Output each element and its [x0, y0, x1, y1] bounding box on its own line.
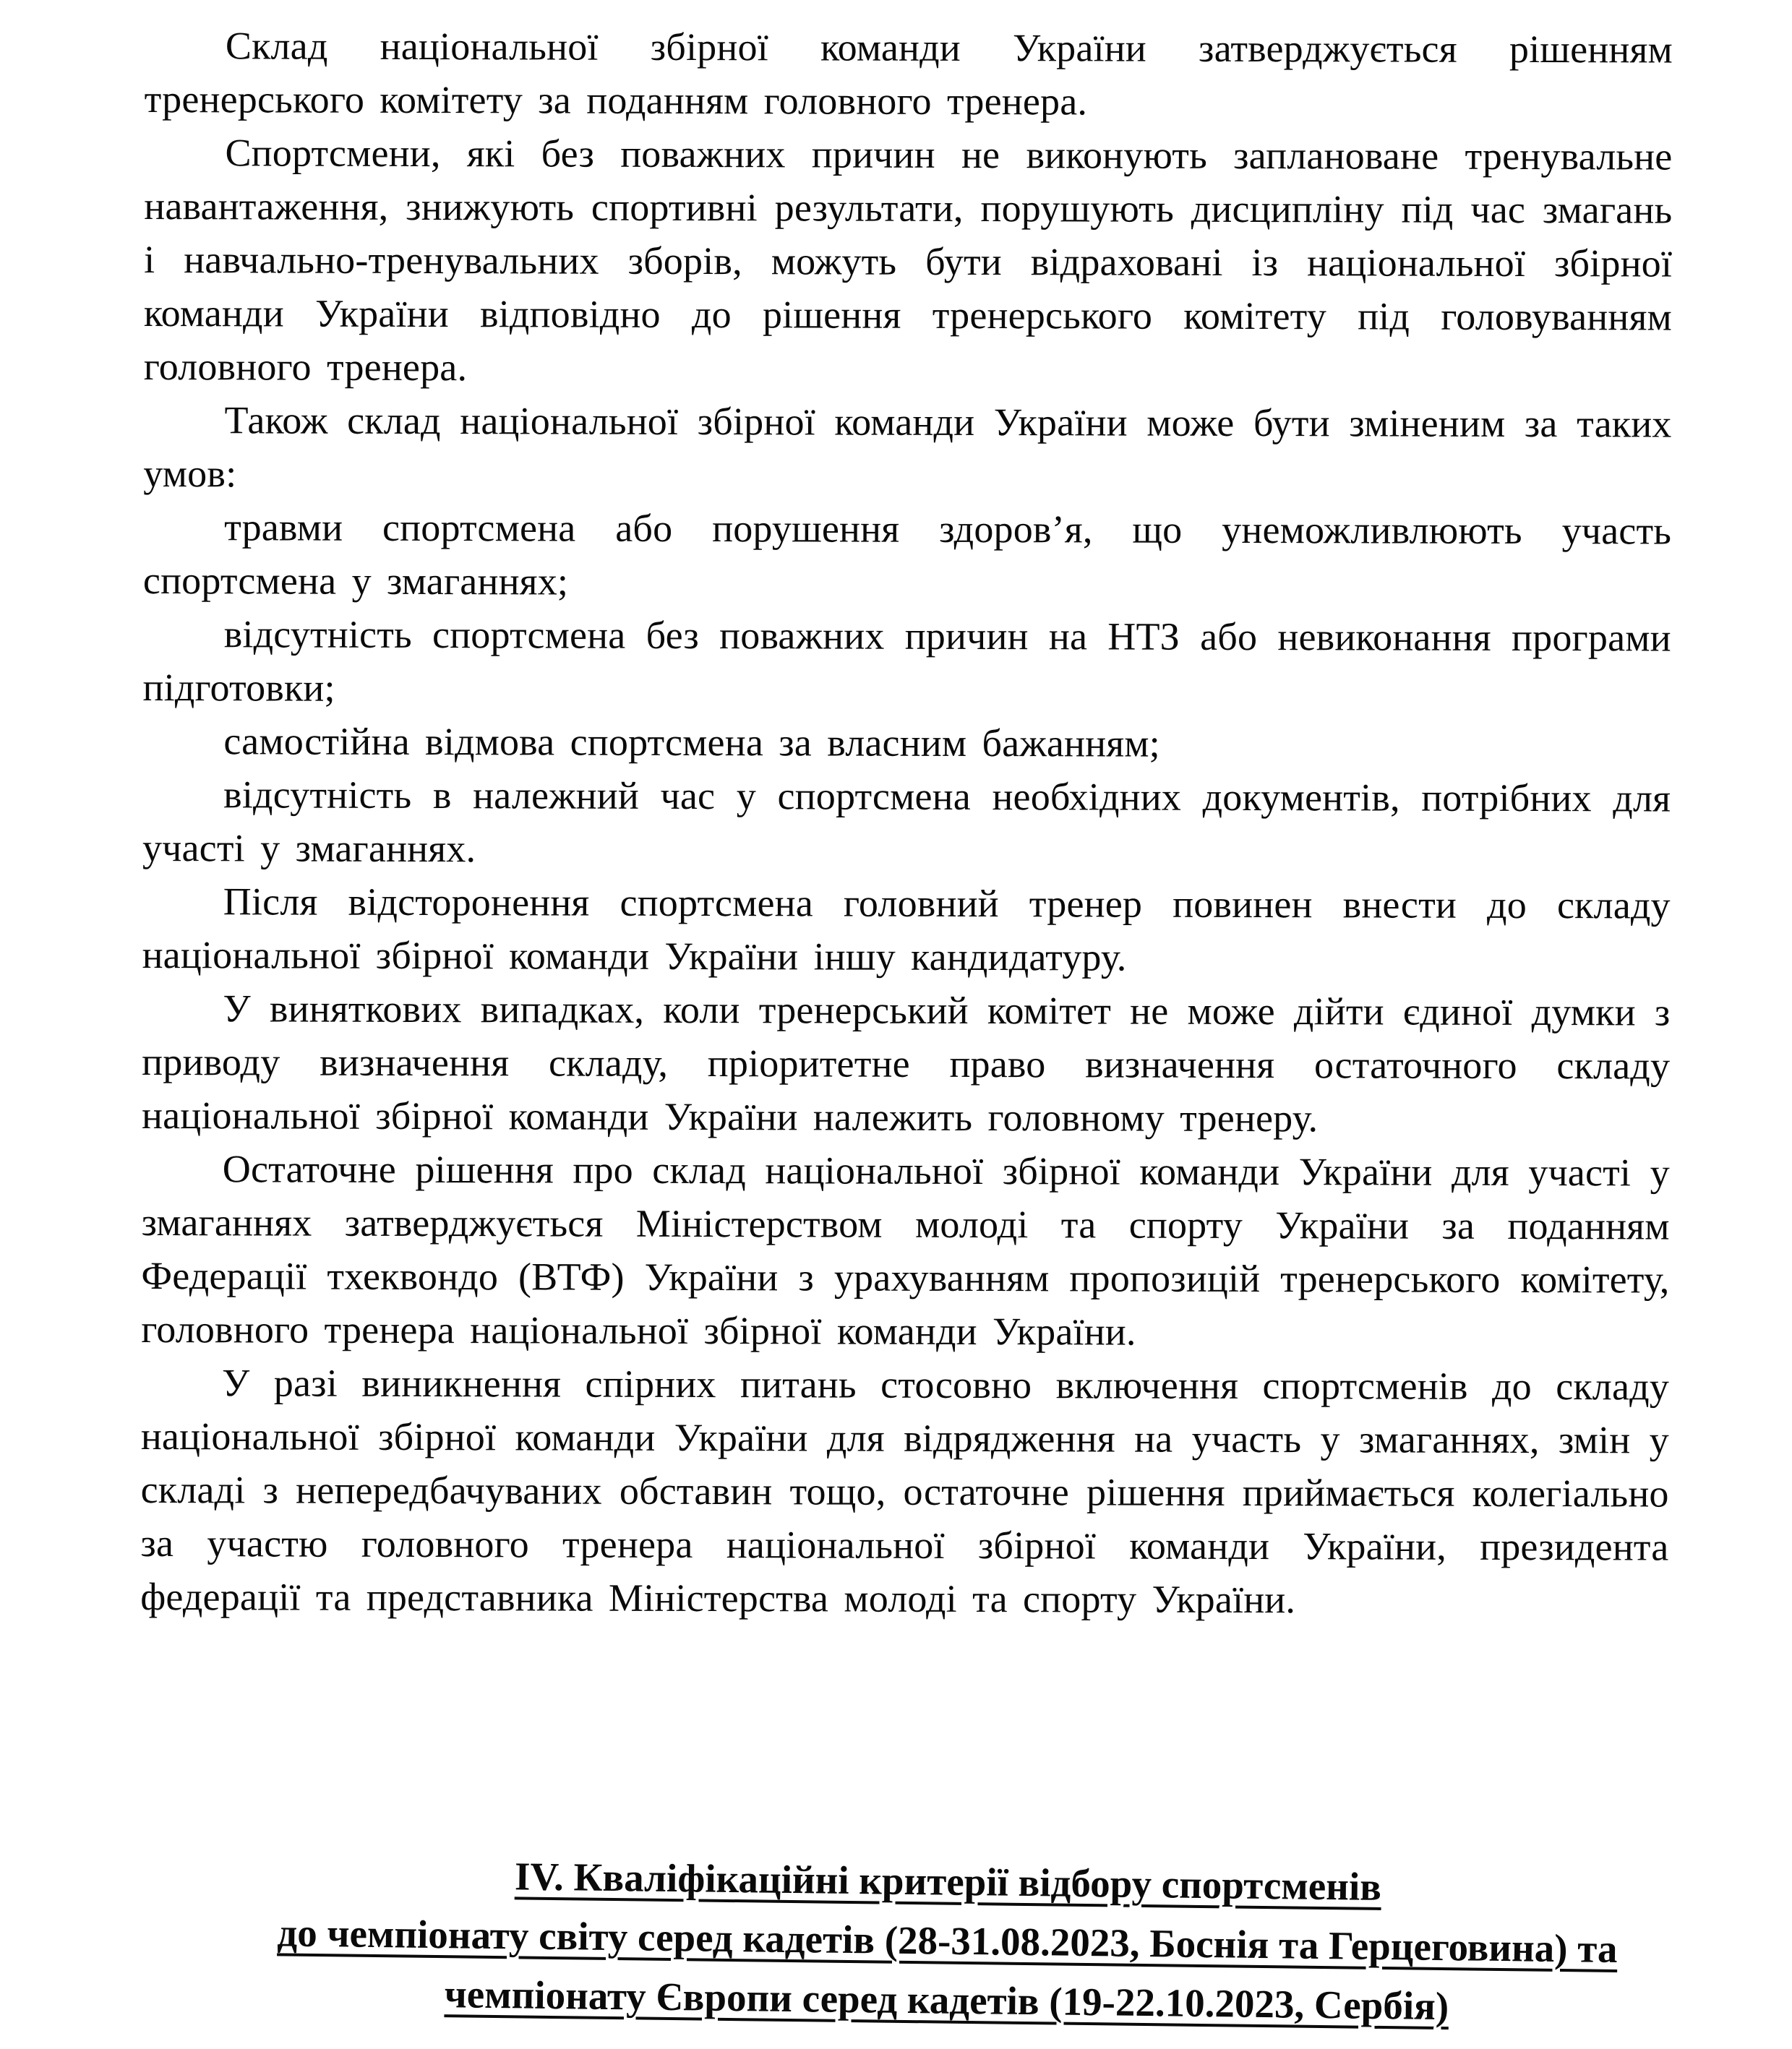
- paragraph: самостійна відмова спортсмена за власним бажанням;: [223, 719, 1160, 765]
- paragraph: Склад національної збірної команди України затверджується рішенням тренерського комітету за поданням головного тренера.: [144, 24, 1673, 124]
- paragraph: Також склад національної збірної команди України може бути зміненим за таких умов:: [143, 398, 1672, 496]
- paragraph: У разі виникнення спірних питань стосовно включення спортсменів до складу національної збірної команди України для відрядження на участь у змаганнях, змін у складі з непередбачуваних обставин тощо, остаточне рішення приймається колегіально за участю головного тренера національної збірної команди України, президента федерації та представника Міністерства молоді та спорту України.: [140, 1361, 1670, 1622]
- heading-line: чемпіонату Європи серед кадетів (19-22.10.2023, Сербія): [444, 1972, 1449, 2029]
- paragraph: відсутність спортсмена без поважних причин на НТЗ або невиконання програми підготовки;: [142, 612, 1671, 710]
- paragraph: травми спортсмена або порушення здоров’я, що унеможливлюють участь спортсмена у змаганнях;: [142, 505, 1672, 603]
- paragraph: відсутність в належний час у спортсмена необхідних документів, потрібних для участі у змаганнях.: [142, 773, 1671, 871]
- section-heading: [182, 1843, 1712, 2040]
- paragraph: У виняткових випадках, коли тренерський комітет не може дійти єдиної думки з приводу визначення складу, пріоритетне право визначення остаточного складу національної збірної команди України належить головному тренеру.: [141, 987, 1671, 1141]
- heading-line: IV. Кваліфікаційні критерії відбору спортсменів: [514, 1854, 1382, 1909]
- paragraph: Після відсторонення спортсмена головний тренер повинен внести до складу національної збірної команди України іншу кандидатуру.: [142, 880, 1671, 979]
- heading-line: до чемпіонату світу серед кадетів (28-31.08.2023, Боснія та Герцеговина) та: [277, 1910, 1618, 1971]
- paragraph: Остаточне рішення про склад національної збірної команди України для участі у змаганнях затверджується Міністерством молоді та спорту України за поданням Федерації тхеквондо (ВТФ) України з урахуванням пропозицій тренерського комітету, головного тренера національної збірної команди України.: [141, 1147, 1670, 1354]
- document-body: [140, 19, 1673, 1628]
- paragraph: Спортсмени, які без поважних причин не виконують заплановане тренувальне навантаження, знижують спортивні результати, порушують дисципліну під час змагань і навчально-тренувальних зборів, можуть бути відраховані із національної збірної команди України відповідно до рішення тренерського комітету під головуванням головного тренера.: [143, 131, 1673, 390]
